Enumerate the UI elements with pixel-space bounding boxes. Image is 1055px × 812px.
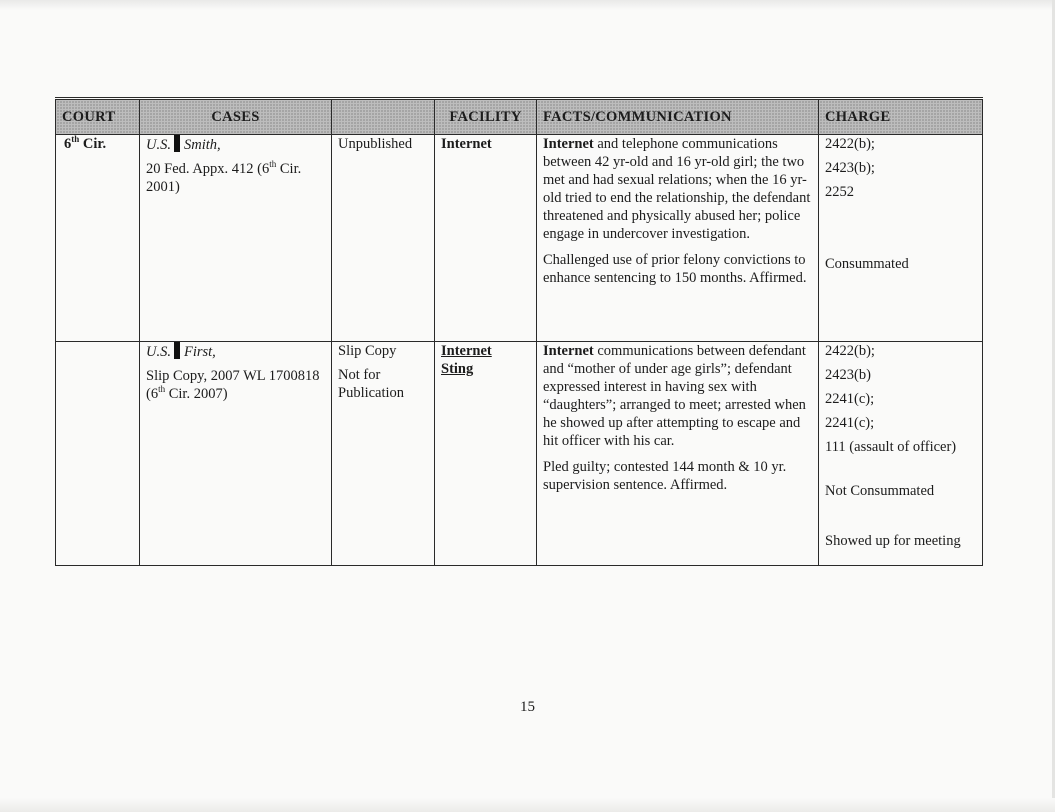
publication-status: Slip Copy [338,343,397,359]
header-row [56,99,983,135]
court-superscript: th [71,134,80,145]
charge-item: 2422(b); [825,343,875,359]
redaction-mark [174,342,180,359]
facility-detail: Sting [441,361,474,377]
charge-item: 2252 [825,184,854,200]
table-row [56,342,983,566]
charge-item: 2241(c); [825,391,875,407]
consummation-status: Not Consummated [825,483,935,499]
facility-header: FACILITY [435,99,537,135]
page-number: 15 [520,699,535,715]
facility-value: Internet [441,136,492,152]
publication-note: Not for Publication [338,367,405,401]
charge-item: 2422(b); [825,136,875,152]
charge-note: Showed up for meeting [825,533,961,549]
case-cell [140,135,332,342]
facts-header: FACTS/COMMUNICATION [537,99,819,135]
facts-cell [537,342,819,566]
facts-cell [537,135,819,342]
case-name: First, [183,344,216,360]
charge-item: 2423(b); [825,160,875,176]
facility-cell [435,135,537,342]
facility-cell [435,342,537,566]
charge-cell [819,342,983,566]
facts-disposition: Pled guilty; contested 144 month & 10 yr. supervision sentence. Affirmed. [543,459,787,493]
court-suffix: Cir. [79,136,107,152]
status-cell [332,342,435,566]
consummation-status: Consummated [825,256,909,272]
redaction-mark [174,135,180,152]
case-cell [140,342,332,566]
cases-header: CASES [140,99,332,135]
case-prefix: U.S. [146,137,171,153]
case-citation: 20 Fed. Appx. 412 (6th Cir. 2001) [146,159,302,195]
facts-disposition: Challenged use of prior felony convictions to enhance sentencing to 150 months. Affirmed. [543,252,807,286]
court-header: COURT [56,99,140,135]
court-cell [56,135,140,342]
case-table [55,97,983,566]
charge-item: 2423(b) [825,367,871,383]
publication-status: Unpublished [338,136,413,152]
facility-value: Internet [441,343,492,359]
charge-item: 2241(c); [825,415,875,431]
case-name: Smith, [183,137,221,153]
case-prefix: U.S. [146,344,171,360]
case-citation: Slip Copy, 2007 WL 1700818 (6th Cir. 2007) [146,368,320,402]
table-row [56,135,983,342]
court-cell [56,342,140,566]
scan-bottom-edge [0,798,1055,812]
charge-header: CHARGE [819,99,983,135]
blank-header [332,99,435,135]
status-cell [332,135,435,342]
charge-cell [819,135,983,342]
scan-top-edge [0,0,1055,10]
facts-text: Internet communications between defendant and “mother of under age girls”; defendant expressed interest in having sex with “daughters”; arranged to meet; arrested when he showed up after attempting to escape and hit officer with his car. [543,343,806,449]
facts-text: Internet and telephone communications between 42 yr-old and 16 yr-old girl; the two met and had sexual relations; when the 16 yr-old tried to end the relationship, the defendant threatened and physically abused her; police engage in undercover investigation. [543,136,811,242]
charge-item: 111 (assault of officer) [825,439,957,455]
court-value: 6 [64,136,72,152]
